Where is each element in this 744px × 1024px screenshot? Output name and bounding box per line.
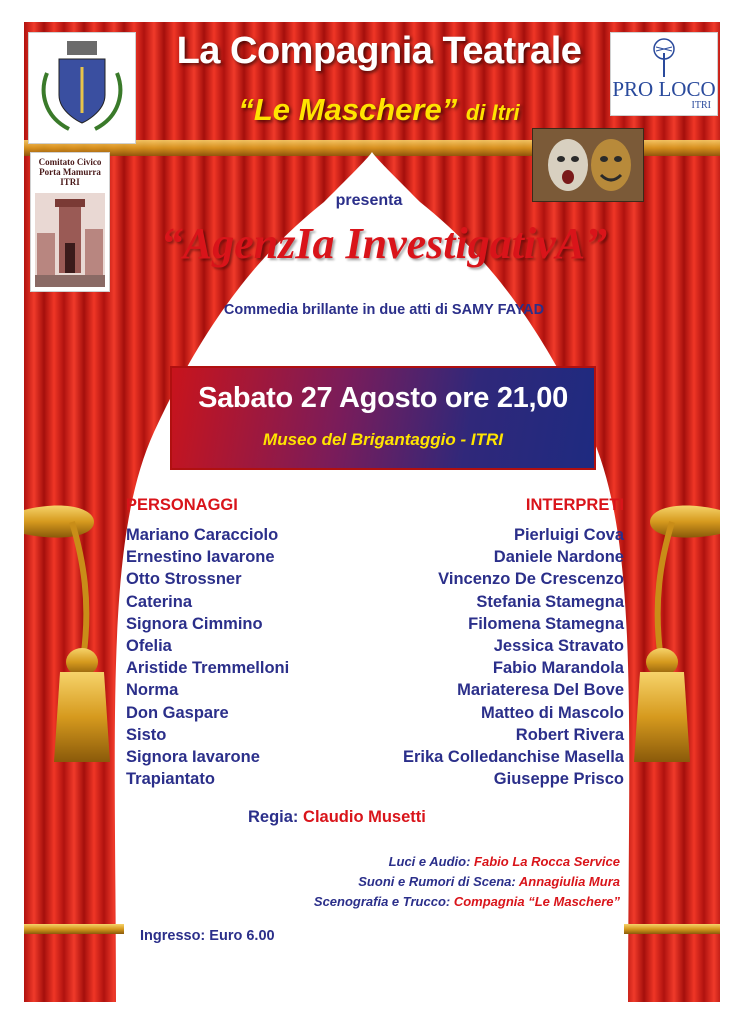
credit-value: Compagnia “Le Maschere” bbox=[453, 894, 620, 909]
tree-icon bbox=[647, 37, 681, 77]
character-name: Signora Cimmino bbox=[126, 614, 263, 633]
character-name: Caterina bbox=[126, 592, 193, 611]
comitato-line2: Porta Mamurra bbox=[39, 167, 101, 177]
admission-price: Ingresso: Euro 6.00 bbox=[140, 928, 275, 944]
director-label: Regia: bbox=[248, 808, 299, 826]
credit-label: Luci e Audio: bbox=[388, 854, 471, 869]
actors-heading: INTERPRETI bbox=[525, 496, 624, 514]
actor-name: Daniele Nardone bbox=[493, 548, 624, 567]
character-name: Trapiantato bbox=[126, 770, 215, 789]
company-quoted: “Le Maschere” bbox=[238, 92, 458, 127]
proloco-name: PRO LOCO bbox=[612, 77, 716, 101]
character-name: Sisto bbox=[126, 725, 167, 744]
credit-lights-audio bbox=[254, 854, 620, 869]
theatre-masks-icon bbox=[533, 129, 643, 201]
poster bbox=[24, 22, 720, 1002]
actor-name: Pierluigi Cova bbox=[513, 526, 624, 544]
credit-value: Fabio La Rocca Service bbox=[474, 854, 620, 869]
character-name: Norma bbox=[126, 681, 179, 700]
crest-icon bbox=[29, 33, 135, 143]
credit-value: Annagiulia Mura bbox=[518, 874, 620, 889]
credit-sound-effects bbox=[254, 874, 620, 889]
character-name: Signora Iavarone bbox=[126, 747, 260, 766]
character-name: Don Gaspare bbox=[126, 703, 229, 722]
actor-name: Stefania Stamegna bbox=[476, 592, 624, 611]
actor-name: Erika Colledanchise Masella bbox=[402, 747, 624, 766]
characters-list bbox=[126, 526, 289, 792]
credit-label: Suoni e Rumori di Scena: bbox=[358, 874, 516, 889]
proloco-town: ITRI bbox=[691, 100, 711, 111]
play-subtitle: Commedia brillante in due atti di SAMY FAYAD bbox=[223, 302, 545, 318]
comitato-civico-logo bbox=[30, 152, 110, 292]
actors-list bbox=[354, 526, 624, 792]
character-name: Ernestino Iavarone bbox=[126, 548, 275, 567]
proloco-logo bbox=[610, 32, 718, 116]
actor-name: Fabio Marandola bbox=[492, 659, 624, 678]
actor-name: Mariateresa Del Bove bbox=[457, 681, 624, 700]
actor-name: Vincenzo De Crescenzo bbox=[438, 570, 624, 589]
actor-name: Filomena Stamegna bbox=[468, 614, 624, 633]
event-datetime: Sabato 27 Agosto ore 21,00 bbox=[198, 382, 568, 414]
character-name: Ofelia bbox=[126, 636, 172, 655]
director-credit bbox=[248, 808, 426, 827]
company-suffix: di Itri bbox=[465, 100, 520, 125]
comune-crest-logo bbox=[28, 32, 136, 144]
characters-heading: PERSONAGGI bbox=[126, 496, 238, 514]
company-title: La Compagnia Teatrale bbox=[176, 30, 582, 72]
play-title: “AgenzIa InvestigativA” bbox=[160, 219, 608, 268]
theatre-masks-image bbox=[532, 128, 644, 202]
actor-name: Giuseppe Prisco bbox=[493, 770, 624, 789]
actor-name: Matteo di Mascolo bbox=[480, 703, 624, 722]
tower-drawing-icon bbox=[35, 193, 105, 287]
character-name: Aristide Tremmelloni bbox=[126, 659, 290, 678]
event-venue: Museo del Brigantaggio - ITRI bbox=[263, 430, 503, 449]
character-name: Mariano Caracciolo bbox=[126, 526, 279, 544]
director-name: Claudio Musetti bbox=[303, 808, 426, 826]
company-name bbox=[144, 92, 614, 128]
comitato-line3: ITRI bbox=[60, 177, 80, 187]
character-name: Otto Strossner bbox=[126, 570, 242, 589]
actor-name: Jessica Stravato bbox=[493, 636, 624, 655]
comitato-line1: Comitato Civico bbox=[38, 157, 102, 167]
credit-label: Scenografia e Trucco: bbox=[313, 894, 451, 909]
credit-scenography bbox=[254, 894, 620, 909]
comitato-label bbox=[31, 157, 109, 187]
actor-name: Robert Rivera bbox=[515, 725, 624, 744]
presenta-label: presenta bbox=[335, 192, 403, 209]
event-banner bbox=[170, 366, 596, 470]
